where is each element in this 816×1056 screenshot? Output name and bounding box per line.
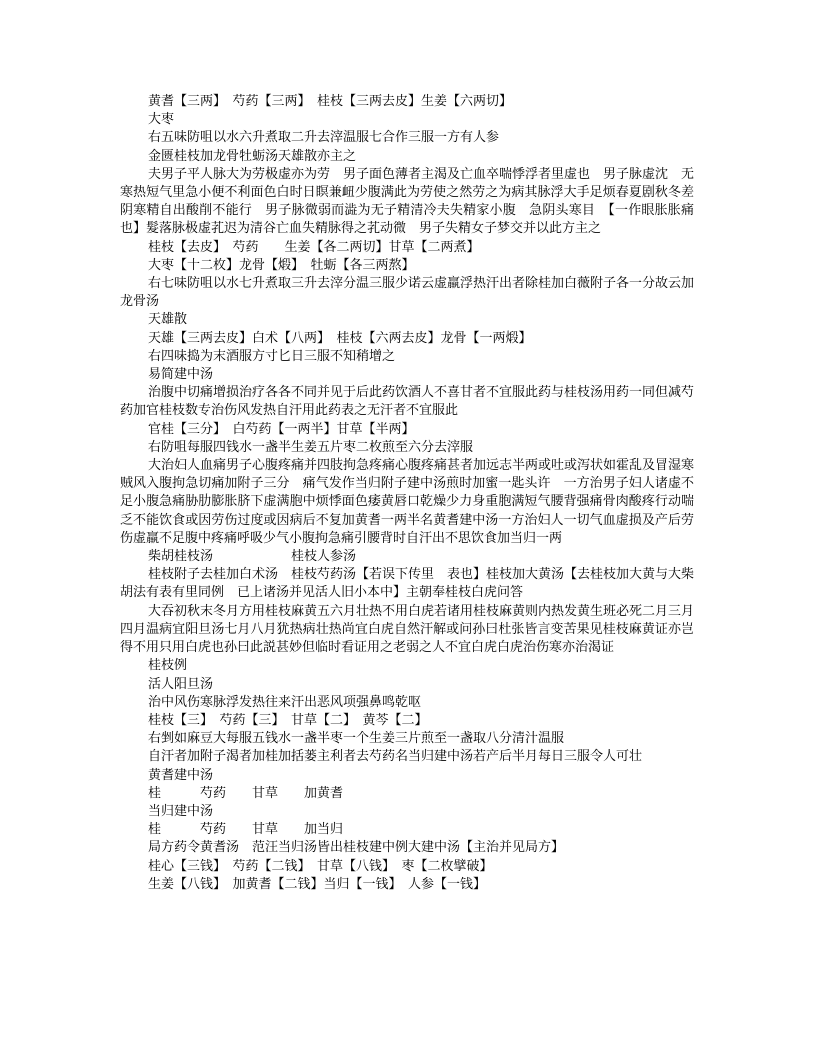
text-line: 黄耆建中汤 [148,767,214,783]
text-line: 自汗者加附子渴者加桂加括蒌主利者去芍药名当归建中汤若产后半月每日三服令人可壮 [148,749,643,765]
text-paragraph: 大治妇人血痛男子心腹疼痛并四肢拘急疼痛心腹疼痛甚者加远志半两或吐或泻状如霍乱及冒湿寒贼风入腹拘急切痛加附子三分 痛气发作当归附子建中汤煎时加蜜一匙头许 一方治男子妇人诸虚不足小腹急痛胁肋膨胀脐下虚满胞中烦悸面色痿黄唇口乾燥少力身重胞满短气腰背强痛骨肉酸疼行动喘乏不能饮食或因劳伤过度或因病后不复加黄耆一两半名黄耆建中汤一方治妇人一切气血虚损及产后劳伤虚羸不足腹中疼痛呼吸少气小腹拘急痛引腰背时自汗出不思饮食加当归一两 [120,458,695,546]
text-line: 大枣 [148,112,175,128]
text-line: 治中风伤寒脉浮发热往来汗出恶风项强鼻鸣乾呕 [148,694,422,710]
text-line: 当归建中汤 [148,803,214,819]
text-line: 易简建中汤 [148,367,214,383]
text-line: 生姜【八钱】 加黄耆【二钱】当归【一钱】 人参【一钱】 [148,876,487,892]
text-line: 官桂【三分】 白芍药【一两半】甘草【半两】 [148,421,415,437]
document-page [120,93,694,894]
text-line: 桂 芍药 甘草 加当归 [148,822,344,838]
text-line: 右防咀每服四钱水一盏半生姜五片枣二枚煎至六分去滓服 [148,439,474,455]
text-paragraph: 大吞初秋末冬月方用桂枝麻黄五六月壮热不用白虎若诸用桂枝麻黄则内热发黄生班必死二月三月四月温病宜阳旦汤七月八月犹热病壮热尚宜白虎自然汗解或问孙曰杜张皆言变苦果见桂枝麻黄证亦岂得不用只用白虎也孙曰此説甚妙但临时看证用之老弱之人不宜白虎白虎治伤寒亦治渴证 [120,603,695,656]
text-line: 桂 芍药 甘草 加黄耆 [148,785,344,801]
text-line: 金匮桂枝加龙骨牡蛎汤天雄散亦主之 [148,148,357,164]
text-line: 活人阳旦汤 [148,676,214,692]
text-paragraph: 夫男子平人脉大为劳极虚亦为劳 男子面色薄者主渴及亡血卒喘悸浮者里虚也 男子脉虚沈 无寒热短气里急小便不利面色白时日瞑兼衄少腹满此为劳使之然劳之为病其脉浮大手足烦春夏剧秋冬差阴寒精自出酸削不能行 男子脉微弱而澁为无子精清冷夫失精家小腹 急阴头寒目 【一作眼胀胀痛也】髮落脉极虚芤迟为清谷亡血失精脉得之芤动微 男子失精女子梦交并以此方主之 [120,166,695,237]
text-paragraph: 右七味防咀以水七升煮取三升去滓分温三服少诺云虚羸浮热汗出者除桂加白薇附子各一分故云加龙骨汤 [120,276,695,310]
text-line: 桂枝【三】 芍药【三】 甘草【二】 黄芩【二】 [148,712,428,728]
text-line: 天雄【三两去皮】白术【八两】 桂枝【六两去皮】龙骨【一两煅】 [148,330,532,346]
text-line: 桂枝【去皮】 芍药 生姜【各二两切】甘草【二两煮】 [148,239,480,255]
text-line: 桂枝例 [148,658,188,674]
text-line: 右四味捣为末酒服方寸匕日三服不知稍增之 [148,348,396,364]
text-line: 局方药令黄耆汤 范汪当归汤皆出桂枝建中例大建中汤【主治并见局方】 [148,840,565,856]
text-line: 右剉如麻豆大每服五钱水一盏半枣一个生姜三片煎至一盏取八分清汁温服 [148,731,565,747]
text-line: 柴胡桂枝汤 桂枝人参汤 [148,549,357,565]
text-paragraph: 桂枝附子去桂加白术汤 桂枝芍药汤【若误下传里 表也】桂枝加大黄汤【去桂枝加大黄与大柴胡法有表有里同例 已上诸汤并见活人旧小本中】主朝奉桂枝白虎问答 [120,567,695,601]
text-line: 桂心【三钱】 芍药【二钱】 甘草【八钱】 枣【二枚擘破】 [148,858,493,874]
text-line: 天雄散 [148,312,188,328]
text-line: 黄耆【三两】 芍药【三两】 桂枝【三两去皮】生姜【六两切】 [148,94,513,109]
text-line: 右五味防咀以水六升煮取二升去滓温服七合作三服一方有人参 [148,130,500,146]
text-line: 大枣【十二枚】龙骨【煅】 牡蛎【各三两熬】 [148,257,415,273]
text-paragraph: 治腹中切痛增损治疗各各不同并见于后此药饮酒人不喜甘者不宜服此药与桂枝汤用药一同但减芍药加官桂枝数专治伤风发热自汗用此药表之无汗者不宜服此 [120,385,695,419]
